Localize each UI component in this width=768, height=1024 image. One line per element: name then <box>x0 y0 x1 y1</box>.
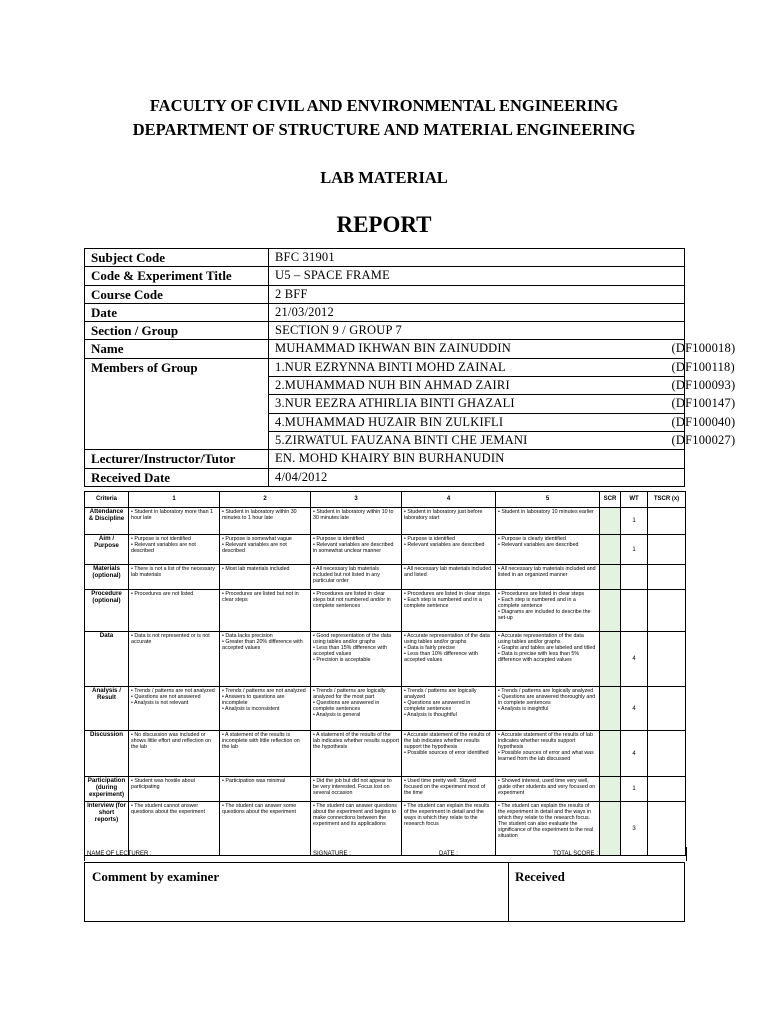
rubric-descriptor: • Purpose is clearly identified <box>498 536 566 542</box>
rubric-descriptor: • Possible sources of error and what was learned from the lab discussed <box>498 750 594 763</box>
rubric-descriptor: • Relevant variables are described <box>404 542 485 549</box>
rubric-level-4-cell <box>402 590 496 632</box>
received-date-label: Received Date <box>85 468 269 486</box>
rubric-header-level-5: 5 <box>496 492 600 508</box>
member-id: (DF100027) <box>671 432 736 447</box>
rubric-level-3-cell <box>311 508 402 535</box>
rubric-descriptor: • Analysis is thoughtful <box>404 712 457 719</box>
course-code-label: Course Code <box>85 285 269 303</box>
rubric-descriptor: • Procedures are listed in clear steps but not numbered and/or in complete sentences <box>313 591 391 610</box>
rubric-descriptor: • Accurate statement of the results of lab indicates whether results support hypothesis <box>498 732 593 751</box>
rubric-descriptor: • Analysis is insightful <box>498 706 549 713</box>
rubric-descriptor: • Trends / patterns are not analyzed <box>131 688 215 694</box>
rubric-descriptor: • A statement of the results is incomplete with little reflection on the lab <box>222 732 300 751</box>
student-name: MUHAMMAD IKHWAN BIN ZAINUDDIN <box>275 341 511 356</box>
member-entry <box>269 395 736 413</box>
rubric-descriptor: • Participation was minimal <box>222 778 286 784</box>
rubric-level-5-cell <box>496 731 600 777</box>
rubric-descriptor: • All necessary lab materials included and listed in an organized manner <box>498 566 596 579</box>
rubric-criteria: Analysis / Result <box>85 687 129 731</box>
member-name: 1.NUR EZRYNNA BINTI MOHD ZAINAL <box>275 359 506 374</box>
rubric-descriptor: • Questions are answered in complete sentences <box>404 700 471 713</box>
rubric-descriptor: • Answers to questions are incomplete <box>222 694 285 707</box>
member-id: (DF100147) <box>671 396 736 411</box>
experiment-title-value: U5 – SPACE FRAME <box>269 267 685 285</box>
rubric-descriptor: • Student in laboratory within 10 to 30 minutes late <box>313 509 394 522</box>
rubric-level-3-cell <box>311 590 402 632</box>
rubric-level-5-cell <box>496 535 600 565</box>
rubric-descriptor: • All necessary lab materials included and listed <box>404 566 492 579</box>
weight-cell <box>621 565 648 590</box>
received-date-value: 4/04/2012 <box>269 468 685 486</box>
rubric-level-4-cell <box>402 777 496 802</box>
info-row <box>85 285 685 303</box>
member-entry <box>269 413 736 431</box>
rubric-descriptor: • The student cannot answer questions about the experiment <box>131 803 205 816</box>
score-input-cell[interactable] <box>600 535 621 565</box>
rubric-descriptor: • Purpose is not identified <box>131 536 191 542</box>
rubric-descriptor: • The student can answer some questions about the experiment <box>222 803 297 816</box>
rubric-descriptor: • Purpose is somewhat vague <box>222 536 292 542</box>
rubric-header-scr: SCR <box>600 492 621 508</box>
rubric-level-3-cell <box>311 535 402 565</box>
rubric-descriptor: • Trends / patterns are not analyzed <box>222 688 306 694</box>
rubric-header-tscr: TSCR (x) <box>648 492 686 508</box>
rubric-level-2-cell <box>220 632 311 687</box>
rubric-descriptor: • Data is precise with less than 5% difference with accepted values <box>498 651 580 664</box>
rubric-descriptor: • Questions are answered in complete sentences <box>313 700 380 713</box>
total-score-cell <box>648 508 686 535</box>
rubric-level-3-cell <box>311 565 402 590</box>
rubric-header-level-4: 4 <box>402 492 496 508</box>
rubric-descriptor: • Used time pretty well. Stayed focused on the experiment most of the time <box>404 778 486 797</box>
members-label: Members of Group <box>85 358 269 449</box>
rubric-body <box>85 508 686 856</box>
member-entry <box>269 431 736 449</box>
member-id: (DF100040) <box>671 414 736 429</box>
rubric-descriptor: • The student can answer questions about the experiment and begins to make connections between the experiment and its applications <box>313 803 397 828</box>
lab-material-heading: LAB MATERIAL <box>320 168 448 187</box>
total-score-field: TOTAL SCORE : <box>553 851 598 857</box>
rubric-level-1-cell <box>129 590 220 632</box>
member-entry <box>269 358 735 376</box>
rubric-header-level-2: 2 <box>220 492 311 508</box>
rubric-descriptor: • Possible sources of error identified <box>404 750 489 757</box>
report-title: REPORT <box>336 212 432 237</box>
rubric-level-4-cell <box>402 632 496 687</box>
date-value: 21/03/2012 <box>269 303 685 321</box>
name-label: Name <box>85 340 269 358</box>
rubric-descriptor: • Accurate statement of the results of the lab indicates whether results support the hypothesis <box>404 732 491 751</box>
student-id: (DF100018) <box>671 341 736 356</box>
section-group-label: Section / Group <box>85 322 269 340</box>
rubric-criteria: Data <box>85 632 129 687</box>
rubric-row <box>85 731 686 777</box>
weight-cell: 1 <box>621 777 648 802</box>
rubric-descriptor: • Analysis is general <box>313 712 361 719</box>
rubric-descriptor: • Procedures are listed in clear steps <box>404 591 491 597</box>
rubric-level-1-cell <box>129 687 220 731</box>
rubric-descriptor: • Data lacks precision <box>222 633 273 639</box>
rubric-level-4-cell <box>402 508 496 535</box>
rubric-descriptor: • Trends / patterns are logically analyzed <box>498 688 594 694</box>
info-row <box>85 340 685 358</box>
rubric-descriptor: • Questions are answered thoroughly and in complete sentences <box>498 694 596 707</box>
rubric-level-5-cell <box>496 632 600 687</box>
total-score-cell <box>648 687 686 731</box>
weight-cell: 1 <box>621 535 648 565</box>
score-input-cell[interactable] <box>600 590 621 632</box>
section-group-value: SECTION 9 / GROUP 7 <box>269 322 685 340</box>
rubric-level-1-cell <box>129 731 220 777</box>
rubric-descriptor: • Accurate representation of the data using tables and/or graphs <box>498 633 584 646</box>
rubric-descriptor: • The student can explain the results of the experiment in detail and the ways in which they relate to the research focus <box>404 803 490 828</box>
rubric-descriptor: • Student in laboratory within 30 minutes to 1 hour late <box>222 509 297 522</box>
total-score-cell <box>648 565 686 590</box>
info-row <box>85 450 685 468</box>
rubric-level-1-cell <box>129 777 220 802</box>
rubric-descriptor: • Precision is acceptable <box>313 657 371 664</box>
rubric-level-3-cell <box>311 731 402 777</box>
total-score-cell <box>648 535 686 565</box>
rubric-criteria: Participation (during experiment) <box>85 777 129 802</box>
score-input-cell[interactable] <box>600 565 621 590</box>
rubric-criteria: Interview (for short reports) <box>85 802 129 856</box>
total-score-cell <box>648 590 686 632</box>
score-input-cell[interactable] <box>600 632 621 687</box>
report-info-table <box>84 248 736 487</box>
rubric-descriptor: • Graphs and tables are labeled and titled <box>498 645 596 652</box>
rubric-level-4-cell <box>402 565 496 590</box>
rubric-descriptor: • Purpose is identified <box>313 536 365 542</box>
name-value <box>269 340 736 358</box>
info-row <box>85 303 685 321</box>
rubric-level-1-cell <box>129 565 220 590</box>
rubric-level-1-cell <box>129 632 220 687</box>
rubric-descriptor: • Relevant variables are described <box>498 542 579 549</box>
rubric-descriptor: • Relevant variables are not described <box>222 542 287 555</box>
rubric-criteria: Procedure (optional) <box>85 590 129 632</box>
rubric-descriptor: • Procedures are listed but not in clear steps <box>222 591 299 604</box>
rubric-criteria: Discussion <box>85 731 129 777</box>
score-input-cell[interactable] <box>600 777 621 802</box>
comment-divider <box>508 863 509 921</box>
info-row <box>85 468 685 486</box>
rubric-level-5-cell <box>496 565 600 590</box>
rubric-descriptor: • Each step is numbered and in a complete sentence <box>404 597 482 610</box>
total-score-cell <box>648 632 686 687</box>
rubric-descriptor: • Trends / patterns are logically analyzed <box>404 688 477 701</box>
rubric-descriptor: • A statement of the results of the lab indicates whether results support the hypothesis <box>313 732 399 751</box>
rubric-level-4-cell <box>402 535 496 565</box>
signature-bar <box>84 847 687 861</box>
rubric-header-row <box>85 492 686 508</box>
course-code-value: 2 BFF <box>269 285 685 303</box>
comment-by-examiner-label: Comment by examiner <box>92 869 220 884</box>
rubric-level-5-cell <box>496 777 600 802</box>
rubric-descriptor: • Data is not represented or is not accurate <box>131 633 210 646</box>
rubric-level-3-cell <box>311 687 402 731</box>
rubric-level-1-cell <box>129 535 220 565</box>
rubric-header-level-3: 3 <box>311 492 402 508</box>
rubric-row <box>85 565 686 590</box>
weight-cell: 1 <box>621 508 648 535</box>
rubric-descriptor: • Analysis is inconsistent <box>222 706 280 713</box>
info-row <box>85 249 685 267</box>
rubric-descriptor: • Student in laboratory more than 1 hour late <box>131 509 213 522</box>
rubric-descriptor: • Trends / patterns are logically analyzed for the most part <box>313 688 386 701</box>
comment-box <box>84 862 685 922</box>
rubric-row <box>85 535 686 565</box>
member-id: (DF100118) <box>671 359 735 374</box>
weight-cell: 3 <box>621 802 648 856</box>
total-score-cell <box>648 777 686 802</box>
date-label: Date <box>85 303 269 321</box>
rubric-level-2-cell <box>220 731 311 777</box>
rubric-row <box>85 632 686 687</box>
rubric-descriptor: • Questions are not answered <box>131 694 201 701</box>
rubric-level-5-cell <box>496 687 600 731</box>
rubric-level-2-cell <box>220 565 311 590</box>
rubric-descriptor: • All necessary lab materials included but not listed in any particular order <box>313 566 380 585</box>
signature-field: SIGNATURE : <box>313 851 351 857</box>
member-id: (DF100093) <box>671 378 736 393</box>
experiment-title-label: Code & Experiment Title <box>85 267 269 285</box>
rubric-level-5-cell <box>496 508 600 535</box>
faculty-heading: FACULTY OF CIVIL AND ENVIRONMENTAL ENGINEERING <box>149 96 619 115</box>
rubric-descriptor: • Procedures are listed in clear steps <box>498 591 585 597</box>
rubric-descriptor: • Greater than 20% difference with accepted values <box>222 639 303 652</box>
rubric-descriptor: • Most lab materials included <box>222 566 290 572</box>
rubric-descriptor: • There is not a list of the necessary lab materials <box>131 566 215 579</box>
rubric-descriptor: • Student in laboratory just before laboratory start <box>404 509 483 522</box>
score-input-cell[interactable] <box>600 731 621 777</box>
rubric-header-criteria: Criteria <box>85 492 129 508</box>
member-name: 3.NUR EEZRA ATHIRLIA BINTI GHAZALI <box>275 396 515 411</box>
rubric-criteria: Attendance & Discipline <box>85 508 129 535</box>
rubric-descriptor: • Each step is numbered and in a complete sentence <box>498 597 576 610</box>
rubric-level-2-cell <box>220 535 311 565</box>
weight-cell <box>621 590 648 632</box>
rubric-level-4-cell <box>402 687 496 731</box>
member-entry <box>269 377 736 395</box>
rubric-descriptor: • Showed interest, used time very well, guide other students and very focused on experiment <box>498 778 596 797</box>
rubric-header-level-1: 1 <box>129 492 220 508</box>
rubric-row <box>85 590 686 632</box>
weight-cell: 4 <box>621 632 648 687</box>
member-name: 4.MUHAMMAD HUZAIR BIN ZULKIFLI <box>275 414 504 429</box>
member-name: 2.MUHAMMAD NUH BIN AHMAD ZAIRI <box>275 378 510 393</box>
rubric-criteria: Aim / Purpose <box>85 535 129 565</box>
rubric-level-4-cell <box>402 731 496 777</box>
rubric-descriptor: • The student can explain the results of the experiment in detail and the ways in which they relate to the research focus. The student can also evaluate the significance of the experiment to the real situation <box>498 803 594 840</box>
rubric-descriptor: • Less than 10% difference with accepted values <box>404 651 478 664</box>
rubric-descriptor: • Procedures are not listed <box>131 591 194 597</box>
rubric-level-2-cell <box>220 687 311 731</box>
rubric-level-5-cell <box>496 590 600 632</box>
subject-code-label: Subject Code <box>85 249 269 267</box>
rubric-descriptor: • Relevant variables are not described <box>131 542 196 555</box>
rubric-row <box>85 687 686 731</box>
department-heading: DEPARTMENT OF STRUCTURE AND MATERIAL ENGINEERING <box>132 120 636 139</box>
info-row <box>85 358 685 376</box>
score-input-cell[interactable] <box>600 508 621 535</box>
rubric-descriptor: • Purpose is identified <box>404 536 456 542</box>
date-field: DATE : <box>439 851 458 857</box>
rubric-descriptor: • No discussion was included or shows little effort and reflection on the lab <box>131 732 211 751</box>
rubric-descriptor: • Relevant variables are described in somewhat unclear manner <box>313 542 394 555</box>
weight-cell: 4 <box>621 687 648 731</box>
lecturer-name-field: NAME OF LECTURER : <box>87 851 152 857</box>
rubric-descriptor: • Student was hostile about participating <box>131 778 195 791</box>
rubric-level-1-cell <box>129 508 220 535</box>
rubric-level-2-cell <box>220 777 311 802</box>
lecturer-value: EN. MOHD KHAIRY BIN BURHANUDIN <box>269 450 685 468</box>
rubric-row <box>85 508 686 535</box>
rubric-descriptor: • Diagrams are included to describe the set-up <box>498 609 591 622</box>
rubric-descriptor: • Less than 15% difference with accepted values <box>313 645 387 658</box>
member-name: 5.ZIRWATUL FAUZANA BINTI CHE JEMANI <box>275 432 528 447</box>
lecturer-label: Lecturer/Instructor/Tutor <box>85 450 269 468</box>
rubric-descriptor: • Data is fairly precise <box>404 645 456 652</box>
rubric-level-3-cell <box>311 632 402 687</box>
rubric-descriptor: • Accurate representation of the data using tables and/or graphs <box>404 633 490 646</box>
received-label: Received <box>515 869 565 884</box>
rubric-descriptor: • Analysis is not relevant <box>131 700 189 707</box>
rubric-level-3-cell <box>311 777 402 802</box>
info-row <box>85 267 685 285</box>
rubric-row <box>85 777 686 802</box>
score-input-cell[interactable] <box>600 687 621 731</box>
weight-cell: 4 <box>621 731 648 777</box>
rubric-criteria: Materials (optional) <box>85 565 129 590</box>
rubric-descriptor: • Did the job but did not appear to be very interested. Focus lost on several occasion <box>313 778 392 797</box>
rubric-level-2-cell <box>220 508 311 535</box>
rubric-level-2-cell <box>220 590 311 632</box>
info-row <box>85 322 685 340</box>
total-score-cell <box>648 731 686 777</box>
rubric-descriptor: • Student in laboratory 10 minutes earlier <box>498 509 594 515</box>
rubric-descriptor: • Good representation of the data using tables and/or graphs <box>313 633 392 646</box>
assessment-rubric-table <box>84 491 686 856</box>
subject-code-value: BFC 31901 <box>269 249 685 267</box>
rubric-header-wt: WT <box>621 492 648 508</box>
